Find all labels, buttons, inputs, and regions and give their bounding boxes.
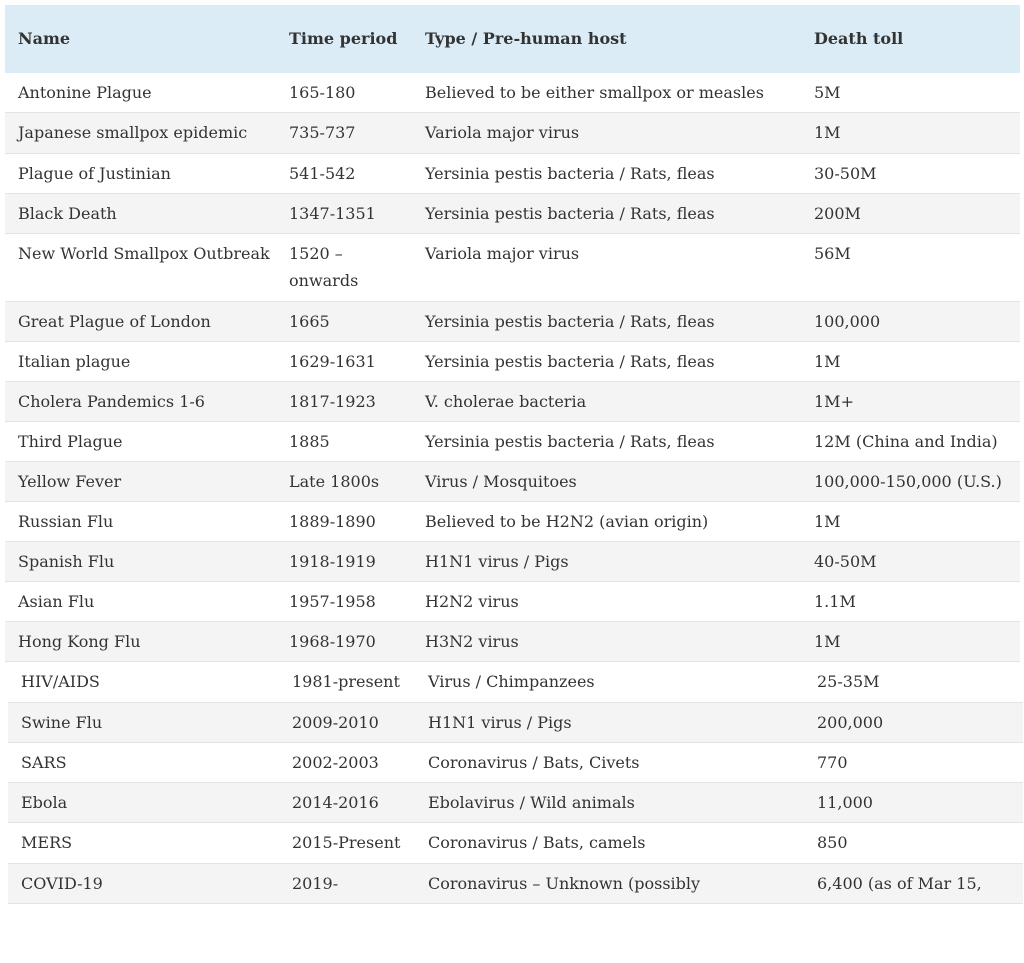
header-death-toll: Death toll [814,29,904,48]
cell-type-host: H2N2 virus [425,592,519,611]
cell-type-host: Yersinia pestis bacteria / Rats, fleas [425,312,715,331]
table-row [5,234,1020,302]
cell-death-toll: 11,000 [817,793,873,812]
header-type-host: Type / Pre-human host [425,29,627,48]
cell-time-period: 735-737 [289,123,356,142]
cell-name: COVID-19 [21,874,103,893]
cell-type-host: Ebolavirus / Wild animals [428,793,635,812]
table-row [5,194,1020,234]
cell-time-period: 2015-Present [292,833,401,852]
table-row [5,622,1020,662]
table-row [5,382,1020,422]
cell-time-period: 1629-1631 [289,352,376,371]
cell-type-host: Yersinia pestis bacteria / Rats, fleas [425,164,715,183]
cell-name: Russian Flu [18,512,114,531]
cell-type-host: H3N2 virus [425,632,519,651]
cell-type-host: Yersinia pestis bacteria / Rats, fleas [425,204,715,223]
table-row [5,154,1020,194]
cell-time-period: 2009-2010 [292,713,379,732]
table-row [5,462,1020,502]
cell-time-period: 1817-1923 [289,392,376,411]
cell-death-toll: 850 [817,833,848,852]
cell-time-period: 541-542 [289,164,356,183]
cell-time-period: 165-180 [289,83,356,102]
cell-type-host: H1N1 virus / Pigs [428,713,572,732]
table-row [5,582,1020,622]
cell-name: Third Plague [18,432,123,451]
table-row [8,662,1023,703]
cell-name: New World Smallpox Outbreak [18,244,270,263]
table-row [8,743,1023,783]
cell-time-period: 1968-1970 [289,632,376,651]
cell-name: Great Plague of London [18,312,211,331]
cell-type-host: Virus / Chimpanzees [428,672,595,691]
cell-death-toll: 1M [814,123,841,142]
table-row [5,502,1020,542]
cell-time-period: 2019- [292,874,339,893]
table-header [5,5,1020,73]
cell-death-toll: 1M+ [814,392,854,411]
cell-name: HIV/AIDS [21,672,100,691]
cell-time-period: 1347-1351 [289,204,376,223]
cell-type-host: Believed to be H2N2 (avian origin) [425,512,709,531]
cell-time-period: Late 1800s [289,472,380,491]
cell-time-period: 1918-1919 [289,552,376,571]
cell-type-host: Believed to be either smallpox or measles [425,83,764,102]
table-row [5,542,1020,582]
cell-time-period: 2002-2003 [292,753,379,772]
cell-death-toll: 770 [817,753,848,772]
pandemics-table [5,5,1020,904]
cell-type-host: Yersinia pestis bacteria / Rats, fleas [425,432,715,451]
cell-type-host: V. cholerae bacteria [425,392,587,411]
cell-name: Hong Kong Flu [18,632,141,651]
table-row [5,73,1020,113]
cell-type-host: Variola major virus [425,123,580,142]
cell-death-toll: 1M [814,352,841,371]
cell-name: Italian plague [18,352,131,371]
cell-death-toll: 1M [814,512,841,531]
table-row [8,783,1023,823]
table-row [5,113,1020,154]
cell-name: Cholera Pandemics 1-6 [18,392,205,411]
cell-name: Black Death [18,204,117,223]
table-row [5,342,1020,382]
cell-death-toll: 200M [814,204,861,223]
cell-time-period: 1885 [289,432,330,451]
cell-name: Japanese smallpox epidemic [18,123,248,142]
cell-type-host: Virus / Mosquitoes [425,472,577,491]
cell-time-period: 2014-2016 [292,793,379,812]
cell-time-period: 1889-1890 [289,512,376,531]
cell-time-period: 1957-1958 [289,592,376,611]
table-row [5,302,1020,342]
cell-death-toll: 40-50M [814,552,877,571]
cell-death-toll: 5M [814,83,841,102]
cell-death-toll: 30-50M [814,164,877,183]
cell-name: Antonine Plague [18,83,152,102]
cell-type-host: Coronavirus – Unknown (possibly [428,874,701,893]
table-row [8,864,1023,904]
cell-death-toll: 200,000 [817,713,884,732]
cell-name: Ebola [21,793,68,812]
table-row [8,823,1023,864]
table-body [5,73,1020,904]
cell-death-toll: 25-35M [817,672,880,691]
cell-time-period: 1665 [289,312,330,331]
cell-name: SARS [21,753,67,772]
header-name: Name [18,29,71,48]
cell-type-host: Coronavirus / Bats, Civets [428,753,640,772]
cell-name: MERS [21,833,73,852]
cell-type-host: Coronavirus / Bats, camels [428,833,646,852]
cell-death-toll: 100,000-150,000 (U.S.) [814,472,1002,491]
cell-name: Yellow Fever [18,472,122,491]
cell-name: Plague of Justinian [18,164,171,183]
cell-death-toll: 1.1M [814,592,856,611]
cell-time-period: 1520 – onwards [289,244,359,290]
table-row [5,422,1020,462]
header-time-period: Time period [289,29,398,48]
cell-type-host: H1N1 virus / Pigs [425,552,569,571]
cell-death-toll: 12M (China and India) [814,432,998,451]
cell-death-toll: 100,000 [814,312,881,331]
cell-name: Asian Flu [18,592,95,611]
cell-type-host: Variola major virus [425,244,580,263]
cell-death-toll: 1M [814,632,841,651]
table-row [8,703,1023,743]
cell-death-toll: 6,400 (as of Mar 15, [817,874,982,893]
cell-type-host: Yersinia pestis bacteria / Rats, fleas [425,352,715,371]
cell-name: Spanish Flu [18,552,115,571]
cell-time-period: 1981-present [292,672,400,691]
cell-name: Swine Flu [21,713,103,732]
cell-death-toll: 56M [814,244,851,263]
